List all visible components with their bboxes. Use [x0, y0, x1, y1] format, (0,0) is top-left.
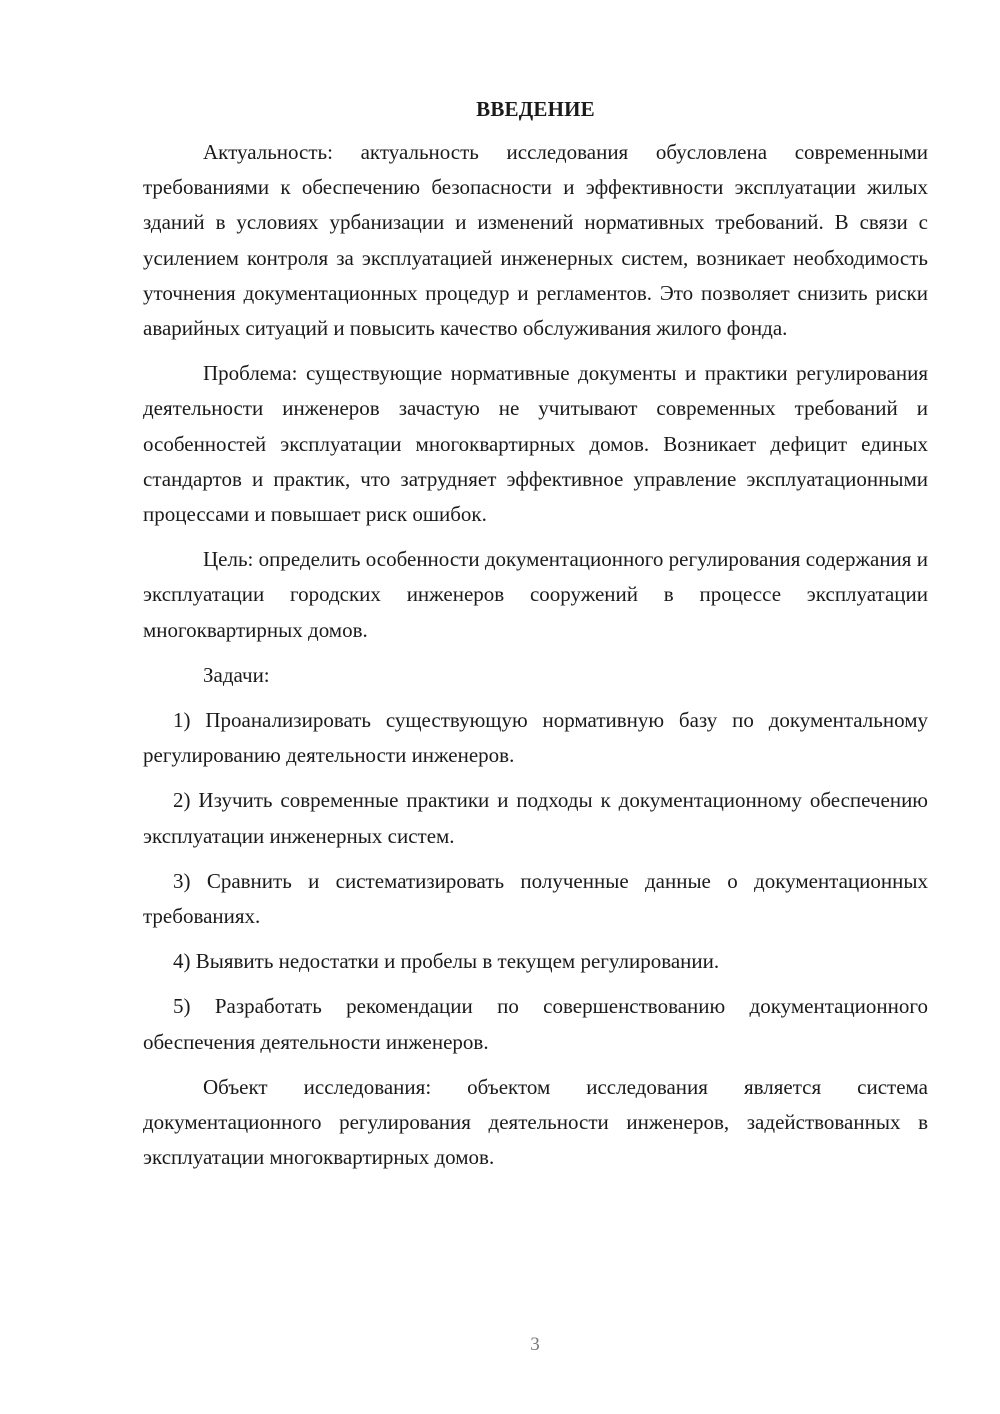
task-item-4: 4) Выявить недостатки и пробелы в текущем регулировании. — [173, 949, 720, 974]
task-item-1: 1) Проанализировать существующую нормативную базу по документальному регулированию деятельности инженеров. — [143, 708, 928, 768]
task-item-3: 3) Сравнить и систематизировать полученные данные о документационных требованиях. — [143, 868, 928, 929]
object-paragraph: Объект исследования: объектом исследования является система документационного регулирования деятельности инженеров, задействованных в эксплуатации многоквартирных домов. — [143, 1074, 928, 1170]
task-item-2: 2) Изучить современные практики и подходы к документационному обеспечению эксплуатации инженерных систем. — [143, 788, 928, 848]
task-item-5: 5) Разработать рекомендации по совершенствованию документационного обеспечения деятельности инженеров. — [143, 994, 928, 1054]
section-heading: ВВЕДЕНИЕ — [476, 97, 595, 121]
document-page — [143, 92, 928, 1175]
goal-paragraph: Цель: определить особенности документационного регулирования содержания и эксплуатации городских инженеров сооружений в процессе эксплуатации многоквартирных домов. — [143, 547, 928, 642]
problem-paragraph: Проблема: существующие нормативные документы и практики регулирования деятельности инженеров зачастую не учитывают современных требований и особенностей эксплуатации многоквартирных домов. Возникает дефицит единых стандартов и практик, что затрудняет эффективное управление эксплуатационными процессами и повышает риск ошибок. — [143, 361, 928, 527]
tasks-label: Задачи: — [203, 662, 270, 687]
page-number: 3 — [530, 1334, 540, 1355]
relevance-paragraph: Актуальность: актуальность исследования обусловлена современными требованиями к обеспечению безопасности и эффективности эксплуатации жилых зданий в условиях урбанизации и изменений нормативных требований. В связи с усилением контроля за эксплуатацией инженерных систем, возникает необходимость уточнения документационных процедур и регламентов. Это позволяет снизить риски аварийных ситуаций и повысить качество обслуживания жилого фонда. — [143, 140, 928, 341]
